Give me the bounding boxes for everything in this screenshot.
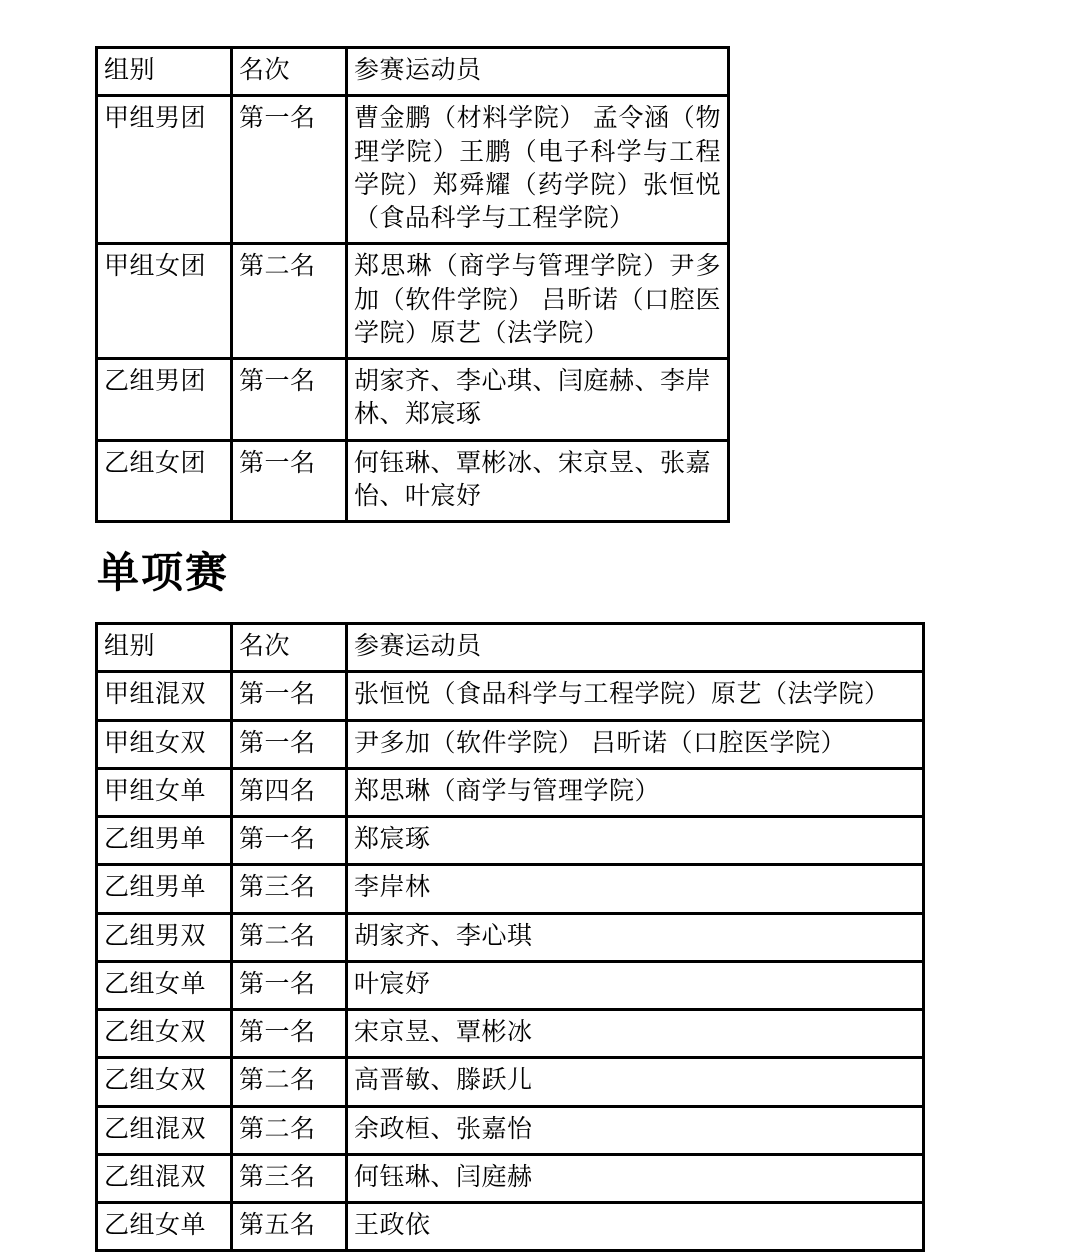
cell-athletes: 王政依 bbox=[347, 1203, 924, 1251]
cell-athletes: 郑思琳（商学与管理学院） bbox=[347, 768, 924, 816]
cell-group: 甲组混双 bbox=[97, 672, 232, 720]
cell-group: 乙组男双 bbox=[97, 913, 232, 961]
table-row bbox=[97, 440, 729, 522]
cell-rank: 第三名 bbox=[232, 1154, 347, 1202]
cell-athletes: 宋京昱、覃彬冰 bbox=[347, 1010, 924, 1058]
table-row bbox=[97, 720, 924, 768]
column-header-group: 组别 bbox=[97, 48, 232, 96]
column-header-group: 组别 bbox=[97, 624, 232, 672]
cell-athletes: 李岸林 bbox=[347, 865, 924, 913]
cell-rank: 第一名 bbox=[232, 961, 347, 1009]
table-row bbox=[97, 865, 924, 913]
table-row bbox=[97, 1203, 924, 1251]
cell-rank: 第二名 bbox=[232, 1106, 347, 1154]
cell-group: 乙组女单 bbox=[97, 961, 232, 1009]
cell-athletes: 胡家齐、李心琪 bbox=[347, 913, 924, 961]
cell-rank: 第五名 bbox=[232, 1203, 347, 1251]
cell-rank: 第三名 bbox=[232, 865, 347, 913]
cell-athletes: 何钰琳、覃彬冰、宋京昱、张嘉怡、叶宸妤 bbox=[347, 440, 729, 522]
cell-rank: 第一名 bbox=[232, 440, 347, 522]
cell-athletes: 高晋敏、滕跃儿 bbox=[347, 1058, 924, 1106]
singles-results-table-container bbox=[95, 622, 925, 1252]
cell-athletes: 余政桓、张嘉怡 bbox=[347, 1106, 924, 1154]
cell-rank: 第二名 bbox=[232, 913, 347, 961]
team-results-table-container bbox=[95, 46, 730, 523]
cell-rank: 第一名 bbox=[232, 1010, 347, 1058]
cell-group: 甲组女团 bbox=[97, 244, 232, 359]
table-row bbox=[97, 1154, 924, 1202]
cell-group: 甲组女双 bbox=[97, 720, 232, 768]
cell-group: 乙组男团 bbox=[97, 359, 232, 441]
cell-athletes: 叶宸妤 bbox=[347, 961, 924, 1009]
cell-athletes: 曹金鹏（材料学院） 孟令涵（物理学院）王鹏（电子科学与工程学院）郑舜耀（药学院）张恒悦（食品科学与工程学院） bbox=[347, 96, 729, 244]
cell-group: 乙组女团 bbox=[97, 440, 232, 522]
cell-group: 乙组女双 bbox=[97, 1010, 232, 1058]
cell-rank: 第一名 bbox=[232, 359, 347, 441]
cell-athletes: 胡家齐、李心琪、闫庭赫、李岸林、郑宸琢 bbox=[347, 359, 729, 441]
cell-rank: 第一名 bbox=[232, 720, 347, 768]
table-row bbox=[97, 1058, 924, 1106]
singles-results-table bbox=[95, 622, 925, 1252]
table-row bbox=[97, 913, 924, 961]
column-header-athletes: 参赛运动员 bbox=[347, 48, 729, 96]
cell-group: 乙组混双 bbox=[97, 1106, 232, 1154]
cell-athletes: 尹多加（软件学院） 吕昕诺（口腔医学院） bbox=[347, 720, 924, 768]
table-row bbox=[97, 672, 924, 720]
cell-group: 乙组男单 bbox=[97, 865, 232, 913]
table-row bbox=[97, 768, 924, 816]
cell-rank: 第二名 bbox=[232, 244, 347, 359]
cell-group: 乙组女双 bbox=[97, 1058, 232, 1106]
table-row bbox=[97, 817, 924, 865]
cell-rank: 第一名 bbox=[232, 817, 347, 865]
cell-athletes: 郑宸琢 bbox=[347, 817, 924, 865]
table-row bbox=[97, 1010, 924, 1058]
cell-athletes: 郑思琳（商学与管理学院）尹多加（软件学院） 吕昕诺（口腔医学院）原艺（法学院） bbox=[347, 244, 729, 359]
table-row bbox=[97, 359, 729, 441]
table-row bbox=[97, 1106, 924, 1154]
cell-group: 乙组男单 bbox=[97, 817, 232, 865]
cell-group: 甲组女单 bbox=[97, 768, 232, 816]
cell-rank: 第二名 bbox=[232, 1058, 347, 1106]
cell-rank: 第一名 bbox=[232, 672, 347, 720]
cell-rank: 第四名 bbox=[232, 768, 347, 816]
cell-athletes: 张恒悦（食品科学与工程学院）原艺（法学院） bbox=[347, 672, 924, 720]
table-row bbox=[97, 96, 729, 244]
table-header-row bbox=[97, 48, 729, 96]
column-header-rank: 名次 bbox=[232, 624, 347, 672]
section-heading: 单项赛 bbox=[97, 549, 230, 596]
cell-rank: 第一名 bbox=[232, 96, 347, 244]
cell-group: 乙组混双 bbox=[97, 1154, 232, 1202]
cell-athletes: 何钰琳、闫庭赫 bbox=[347, 1154, 924, 1202]
cell-group: 乙组女单 bbox=[97, 1203, 232, 1251]
table-row bbox=[97, 961, 924, 1009]
table-header-row bbox=[97, 624, 924, 672]
column-header-rank: 名次 bbox=[232, 48, 347, 96]
team-results-table bbox=[95, 46, 730, 523]
table-row bbox=[97, 244, 729, 359]
column-header-athletes: 参赛运动员 bbox=[347, 624, 924, 672]
cell-group: 甲组男团 bbox=[97, 96, 232, 244]
